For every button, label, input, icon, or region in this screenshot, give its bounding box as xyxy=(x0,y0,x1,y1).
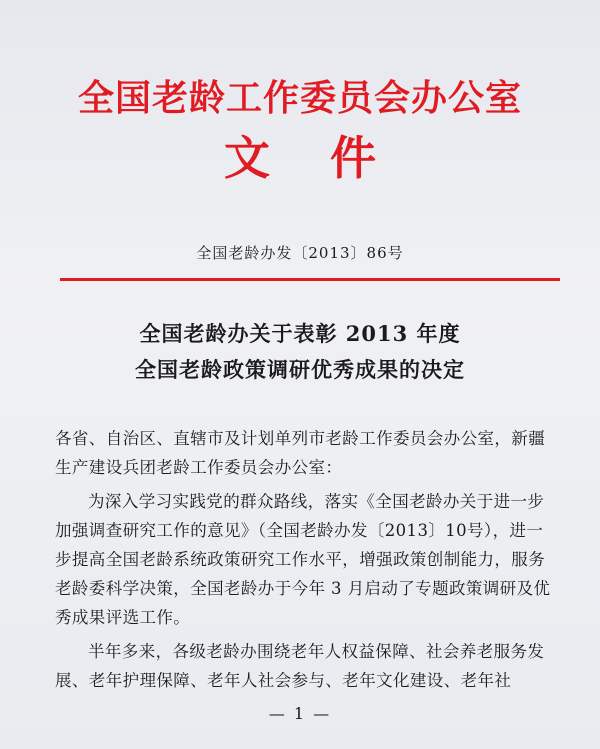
body-paragraph-2: 半年多来，各级老龄办围绕老年人权益保障、社会养老服务发展、老年护理保障、老年人社会参与、老年文化建设、老年社 xyxy=(55,642,545,690)
red-separator-line xyxy=(60,278,560,281)
document-title-line-2: 全国老龄政策调研优秀成果的决定 xyxy=(135,357,465,382)
salutation: 各省、自治区、直辖市及计划单列市老龄工作委员会办公室，新疆生产建设兵团老龄工作委员会办公室： xyxy=(55,429,546,477)
document-body xyxy=(55,424,553,700)
issuer-header: 全国老龄工作委员会办公室 xyxy=(77,77,522,119)
body-paragraph-1: 为深入学习实践党的群众路线，落实《全国老龄办关于进一步加强调查研究工作的意见》（全国老龄办发〔2013〕10号），进一步提高全国老龄系统政策研究工作水平，增强政策创制能力，服务老龄委科学决策，全国老龄办于今年 3 月启动了专题政策调研及优秀成果评选工作。 xyxy=(55,492,551,627)
page-number: — 1 — xyxy=(268,704,332,723)
document-type-header: 文件 xyxy=(224,131,436,185)
document-title-line-1: 全国老龄办关于表彰 2013 年度 xyxy=(139,321,461,346)
document-number: 全国老龄办发〔2013〕86号 xyxy=(196,244,404,262)
